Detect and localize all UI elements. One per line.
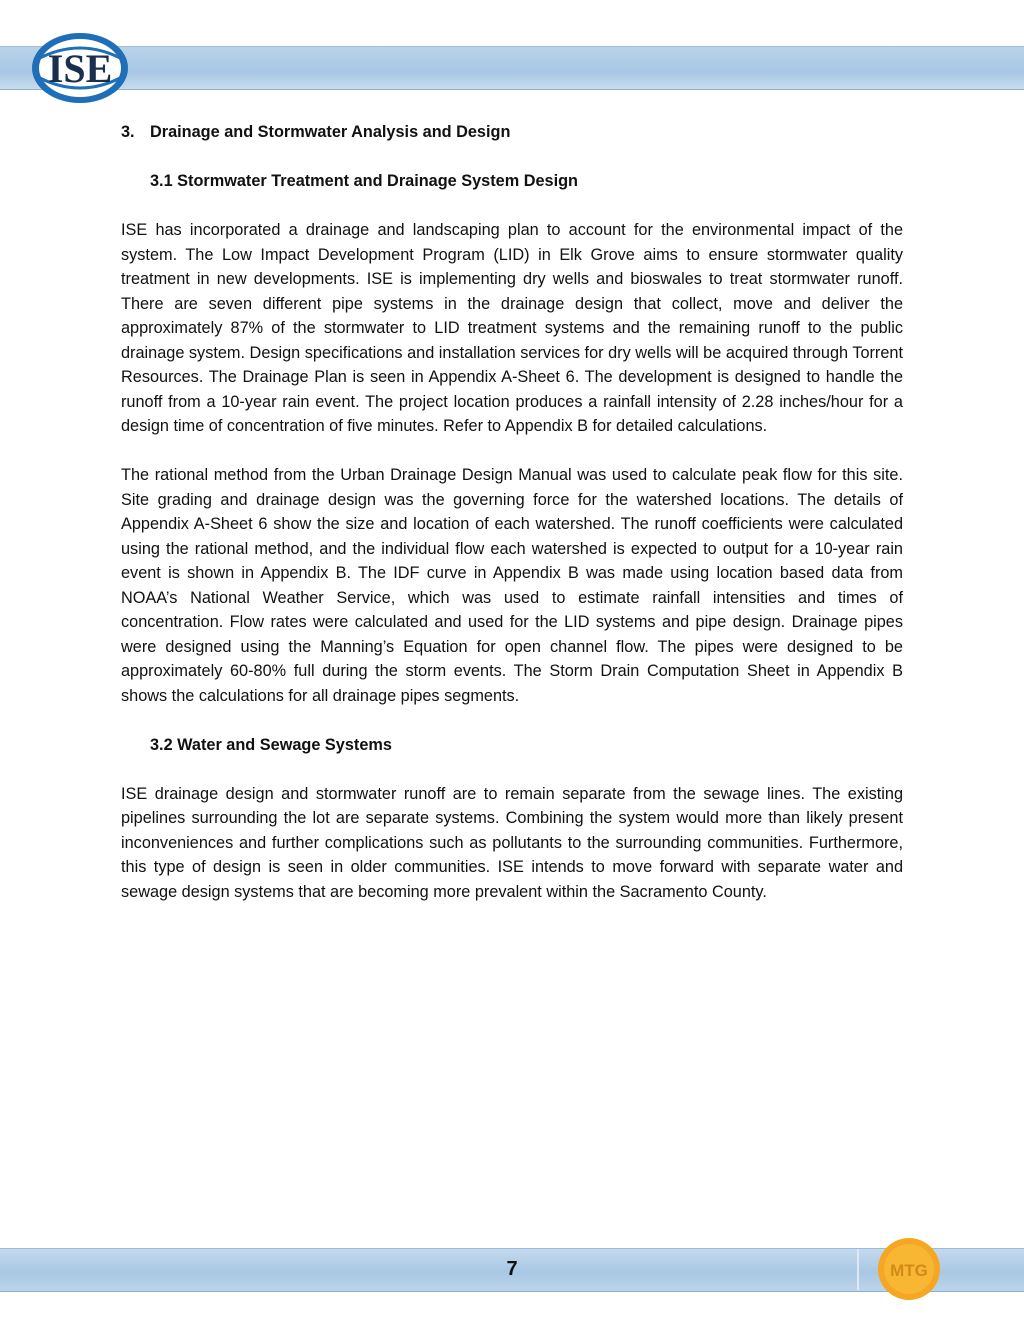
section-3-2-paragraph-1: ISE drainage design and stormwater runoff are to remain separate from the sewage lines. The existing pipelines surrounding the lot are separate systems. Combining the system would more than likely present inconveniences and further complications such as pollutants to the surrounding communities. Furthermore, this type of design is seen in older communities. ISE intends to move forward with separate water and sewage design systems that are becoming more prevalent within the Sacramento County.: [121, 784, 903, 901]
section-3-heading: [121, 120, 903, 145]
section-3-1-paragraph-1: ISE has incorporated a drainage and landscaping plan to account for the environmental impact of the system. The Low Impact Development Program (LID) in Elk Grove aims to ensure stormwater quality treatment in new developments. ISE is implementing dry wells and bioswales to treat stormwater runoff. There are seven different pipe systems in the drainage design that collect, move and deliver the approximately 87% of the stormwater to LID treatment systems and the remaining runoff to the public drainage system. Design specifications and installation services for dry wells will be acquired through Torrent Resources. The Drainage Plan is seen in Appendix A-Sheet 6. The development is designed to handle the runoff from a 10-year rain event. The project location produces a rainfall intensity of 2.28 inches/hour for a design time of concentration of five minutes. Refer to Appendix B for detailed calculations.: [121, 221, 903, 435]
mtg-logo-text: MTG: [890, 1261, 928, 1280]
ise-logo: [28, 30, 132, 106]
section-3-1-heading: 3.1 Stormwater Treatment and Drainage System Design: [150, 172, 578, 190]
page-number: 7: [506, 1258, 518, 1280]
section-3-1-paragraph-2: The rational method from the Urban Drainage Design Manual was used to calculate peak flow for this site. Site grading and drainage design was the governing force for the watershed locations. The details of Appendix A-Sheet 6 show the size and location of each watershed. The runoff coefficients were calculated using the rational method, and the individual flow each watershed is expected to output for a 10-year rain event is shown in Appendix B. The IDF curve in Appendix B was made using location based data from NOAA’s National Weather Service, which was used to estimate rainfall intensities and times of concentration. Flow rates were calculated and used for the LID systems and pipe design. Drainage pipes were designed using the Manning’s Equation for open channel flow. The pipes were designed to be approximately 60-80% full during the storm events. The Storm Drain Computation Sheet in Appendix B shows the calculations for all drainage pipes segments.: [121, 466, 903, 705]
footer-divider: [857, 1249, 859, 1290]
header-band: [0, 46, 1024, 90]
mtg-logo: [874, 1236, 944, 1302]
document-body: [121, 120, 903, 904]
section-3-2-heading: 3.2 Water and Sewage Systems: [150, 735, 392, 754]
section-3-number: 3.: [121, 123, 135, 141]
section-3-title: Drainage and Stormwater Analysis and Design: [150, 123, 511, 141]
ise-logo-text: ISE: [47, 46, 113, 91]
